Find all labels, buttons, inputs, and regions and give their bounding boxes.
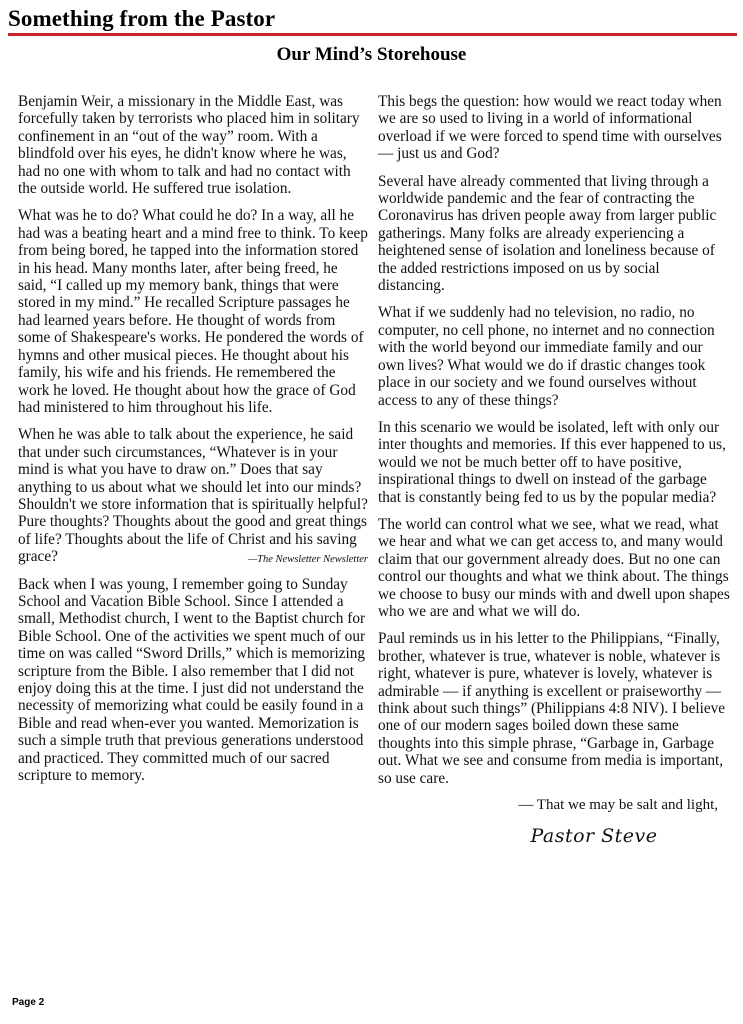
paragraph: Benjamin Weir, a missionary in the Middle East, was forcefully taken by terrorists who placed him in solitary confinement in an “out of the way” room. With a blindfold over his eyes, he didn't know where he was, had no one with whom to talk and had no contact with the outside world. He suffered true isolation.: [18, 93, 360, 198]
page-number: Page 2: [12, 997, 45, 1008]
paragraph: Several have already commented that living through a worldwide pandemic and the fear of contracting the Coronavirus has driven people away from larger public gatherings. Many folks are already experiencing a heightened sense of isolation and loneliness because of the added restrictions imposed on us by social distancing.: [378, 172, 717, 295]
section-header: Something from the Pastor: [8, 6, 276, 31]
paragraph: The world can control what we see, what we read, what we hear and what we can get access to, and many would claim that our government already does. But no one can control our thoughts and what we think about. The things we choose to busy our minds with and dwell upon shapes who we are and what we will do.: [378, 515, 730, 620]
paragraph: What if we suddenly had no television, no radio, no computer, no cell phone, no internet and no connection with the world beyond our immediate family and our own lives? What would we do if drastic changes took place in our society and we found ourselves without access to any of these things?: [378, 304, 715, 409]
right-column: [378, 93, 730, 846]
closing-line: — That we may be salt and light,: [518, 797, 718, 814]
article-title: Our Mind’s Storehouse: [276, 44, 467, 65]
paragraph: Back when I was young, I remember going to Sunday School and Vacation Bible School. Since I attended a small, Methodist church, I went to the Baptist church for Bible School. One of the activities we spent much of our time on was called “Sword Drills,” which is memorizing scripture from the Bible. I also remember that I did not enjoy doing this at the time. I just did not understand the necessity of memorizing what could be easily found in a Bible and read when-ever you wanted. Memorization is such a simple truth that previous generations understood and practiced. They committed much of our sacred scripture to memory.: [18, 575, 366, 785]
paragraph: What was he to do? What could he do? In a way, all he had was a beating heart and a mind free to think. To keep from being bored, he tapped into the information stored in his head. Many months later, after being freed, he said, “I called up my memory bank, things that were stored in my mind.” He recalled Scripture passages he had learned years before. He thought of words from some of Shakespeare's works. He pondered the words of hymns and other musical pieces. He thought about his family, his wife and his friends. He remembered the work he loved. He thought about how the grace of God had ministered to him throughout his life.: [18, 207, 368, 416]
paragraph: [18, 426, 368, 565]
paragraph-text: When he was able to talk about the experience, he said that under such circumstances, “Whatever is in your mind is what you have to draw on.” Does that say anything to us about what we should let into our minds? Shouldn't we store information that is spiritually helpful? Pure thoughts? Thoughts about the good and great things of life? Thoughts about the life of Christ and his saving grace?: [18, 426, 368, 566]
signature: Pastor Steve: [530, 825, 658, 848]
header-rule: [8, 33, 737, 36]
quote-attribution: —The Newsletter Newsletter: [247, 554, 368, 566]
left-column: [18, 93, 368, 794]
paragraph: In this scenario we would be isolated, left with only our inter thoughts and memories. If this ever happened to us, would we not be much better off to have positive, inspirational things to dwell on instead of the garbage that is constantly being fed to us by the popular media?: [378, 418, 726, 506]
paragraph: This begs the question: how would we react today when we are so used to living in a world of informational overload if we were forced to spend time with ourselves — just us and God?: [378, 93, 722, 163]
paragraph: Paul reminds us in his letter to the Philippians, “Finally, brother, whatever is true, whatever is noble, whatever is right, whatever is pure, whatever is lovely, whatever is admirable — if anything is excellent or praiseworthy — think about such things” (Philippians 4:8 NIV). I believe one of our modern sages boiled down these same thoughts into this simple phrase, “Garbage in, Garbage out. What we see and consume from media is important, so use care.: [378, 630, 726, 787]
